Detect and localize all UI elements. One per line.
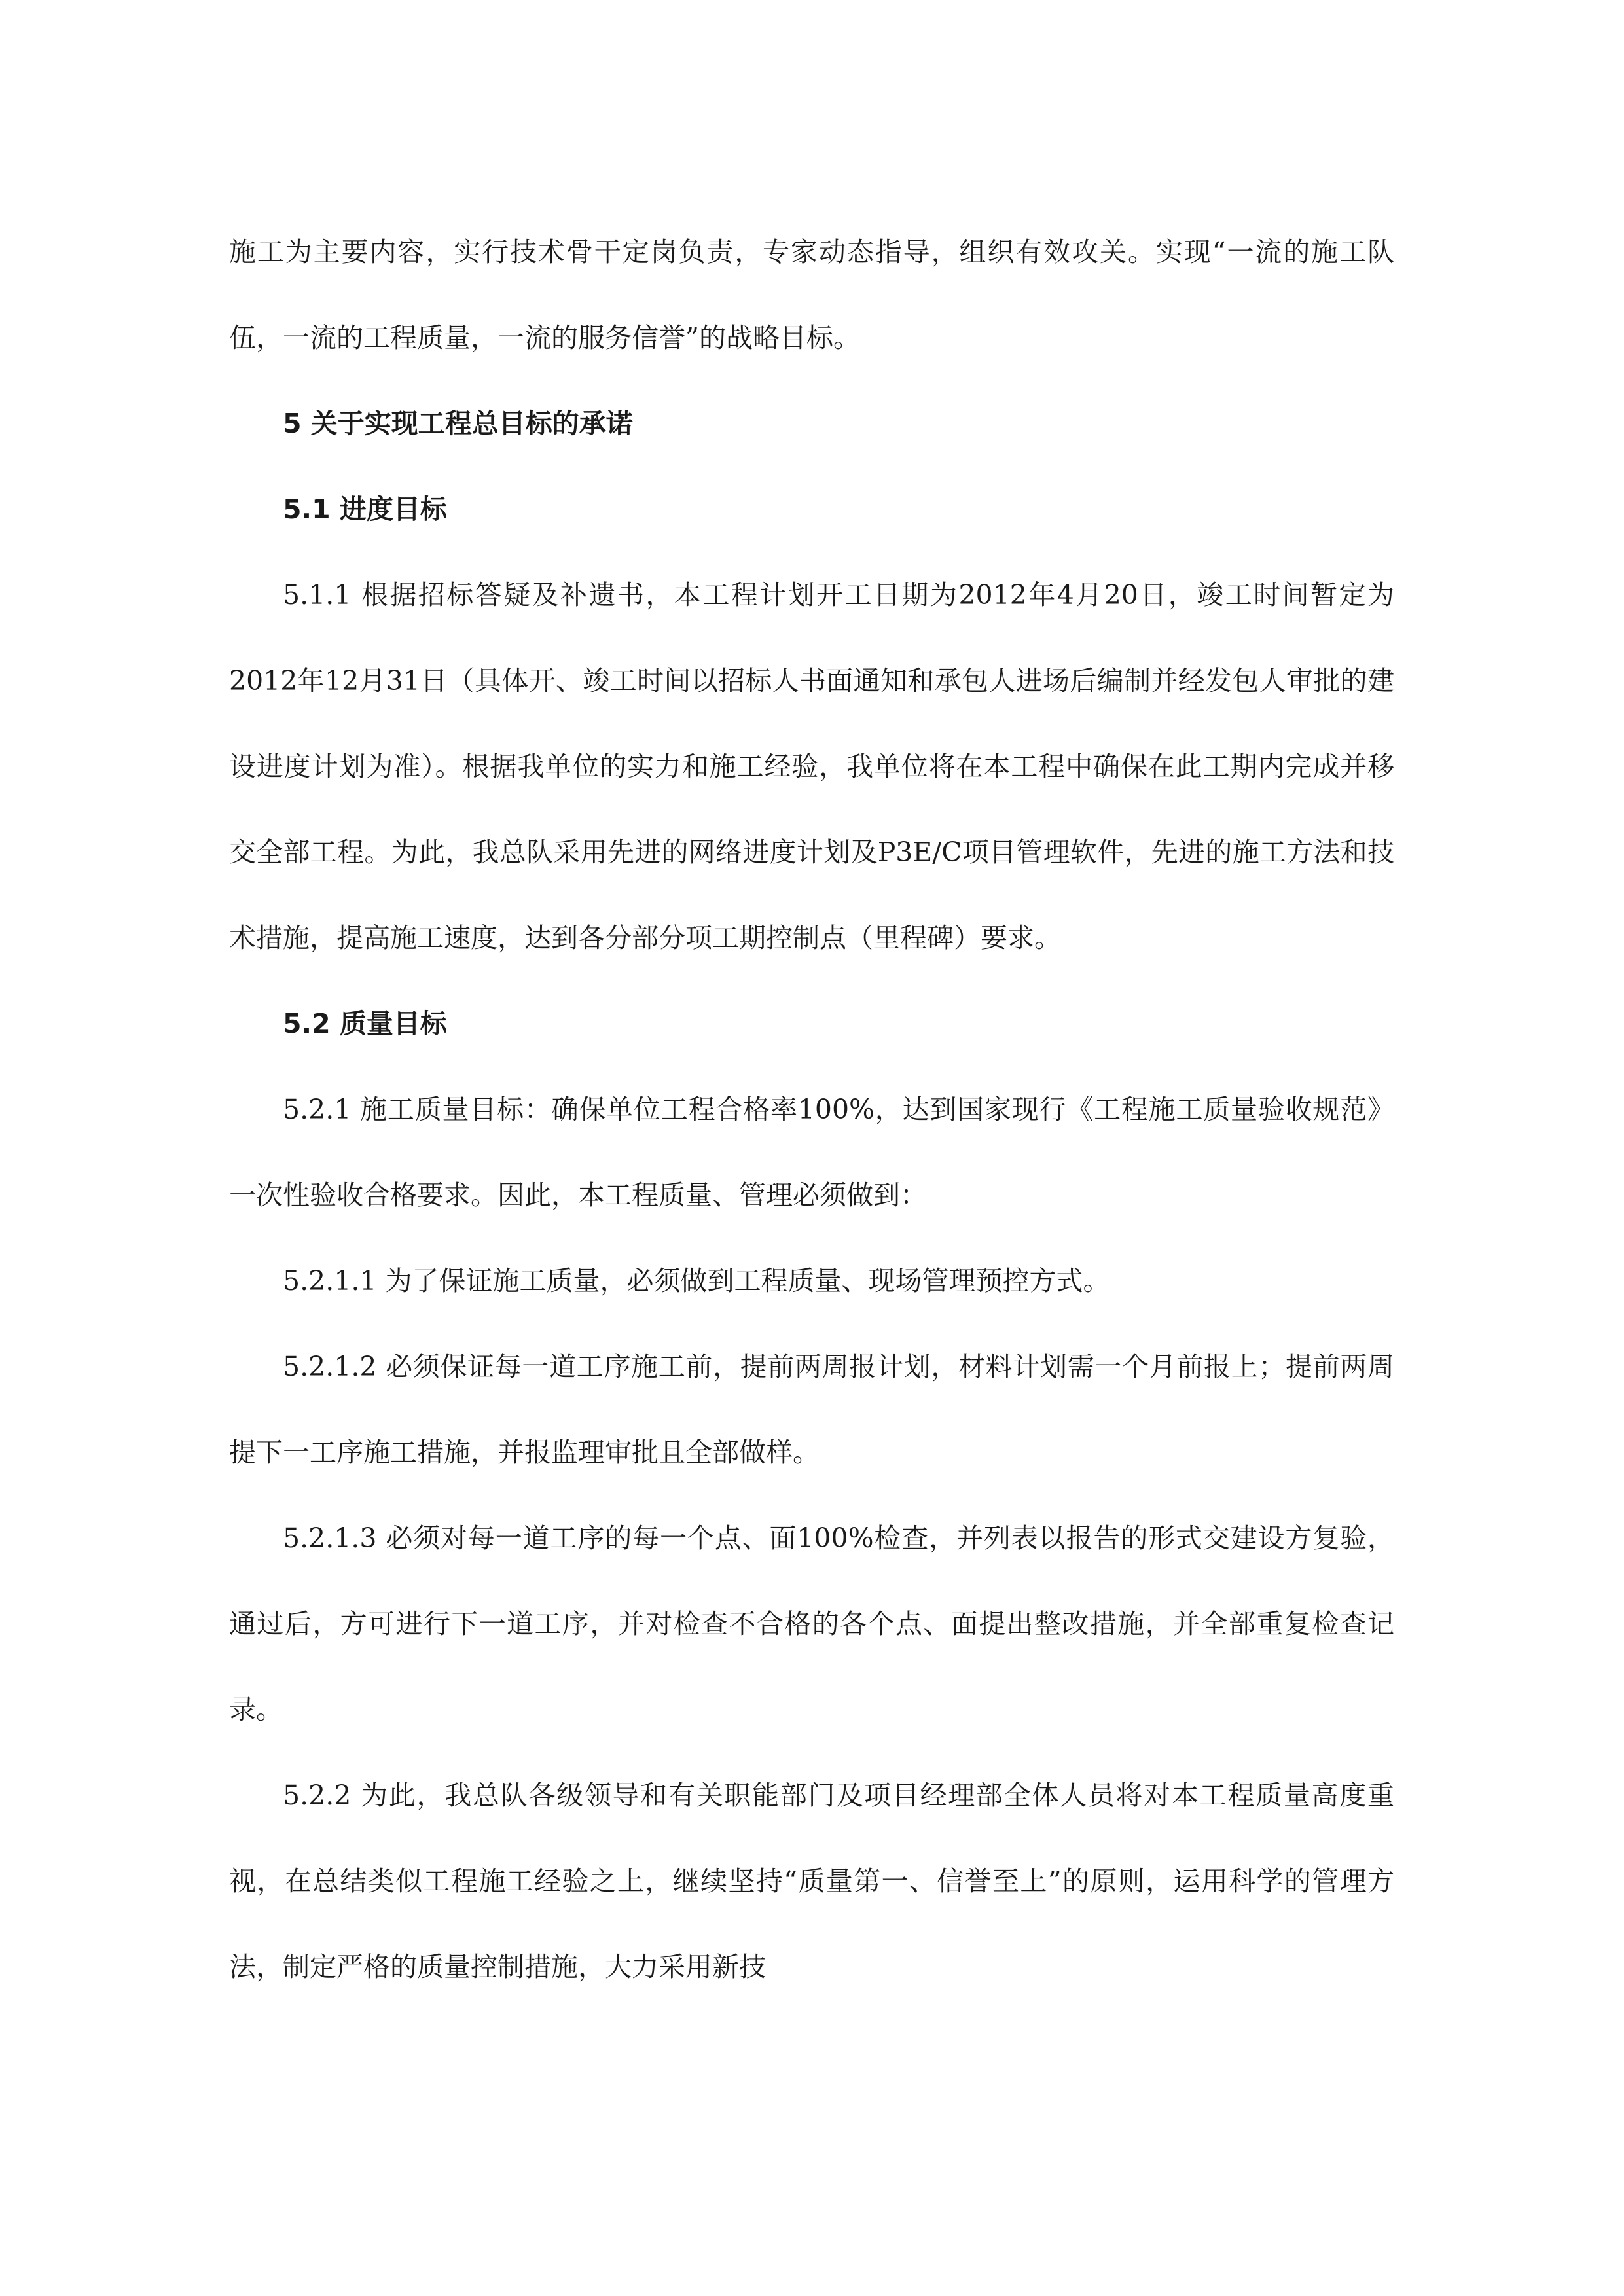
paragraph-5-2-2: 5.2.2 为此，我总队各级领导和有关职能部门及项目经理部全体人员将对本工程质量高度重视，在总结类似工程施工经验之上，继续坚持“质量第一、信誉至上”的原则，运用科学的管理方法，制定严格的质量控制措施，大力采用新技 <box>229 1780 1394 1982</box>
paragraph-5-1-1: 5.1.1 根据招标答疑及补遗书，本工程计划开工日期为2012年4月20日，竣工时间暂定为2012年12月31日（具体开、竣工时间以招标人书面通知和承包人进场后编制并经发包人审批的建设进度计划为准）。根据我单位的实力和施工经验，我单位将在本工程中确保在此工期内完成并移交全部工程。为此，我总队采用先进的网络进度计划及P3E/C项目管理软件，先进的施工方法和技术措施，提高施工速度，达到各分部分项工期控制点（里程碑）要求。 <box>229 579 1394 954</box>
paragraph-5-2-1-3: 5.2.1.3 必须对每一道工序的每一个点、面100%检查，并列表以报告的形式交建设方复验，通过后，方可进行下一道工序，并对检查不合格的各个点、面提出整改措施，并全部重复检查记录。 <box>229 1522 1394 1725</box>
section-heading-5-1: 5.1 进度目标 <box>283 493 447 525</box>
paragraph-5-2-1-2: 5.2.1.2 必须保证每一道工序施工前，提前两周报计划，材料计划需一个月前报上；提前两周提下一工序施工措施，并报监理审批且全部做样。 <box>229 1351 1394 1468</box>
body-text <box>229 209 1394 2010</box>
paragraph-continuation: 施工为主要内容，实行技术骨干定岗负责，专家动态指导，组织有效攻关。实现“一流的施工队伍，一流的工程质量，一流的服务信誉”的战略目标。 <box>229 236 1394 353</box>
paragraph-5-2-1-1: 5.2.1.1 为了保证施工质量，必须做到工程质量、现场管理预控方式。 <box>283 1265 1110 1297</box>
section-heading-5: 5 关于实现工程总目标的承诺 <box>283 408 633 439</box>
paragraph-5-2-1: 5.2.1 施工质量目标：确保单位工程合格率100%，达到国家现行《工程施工质量验收规范》一次性验收合格要求。因此，本工程质量、管理必须做到： <box>229 1094 1394 1211</box>
section-heading-5-2: 5.2 质量目标 <box>283 1008 447 1039</box>
